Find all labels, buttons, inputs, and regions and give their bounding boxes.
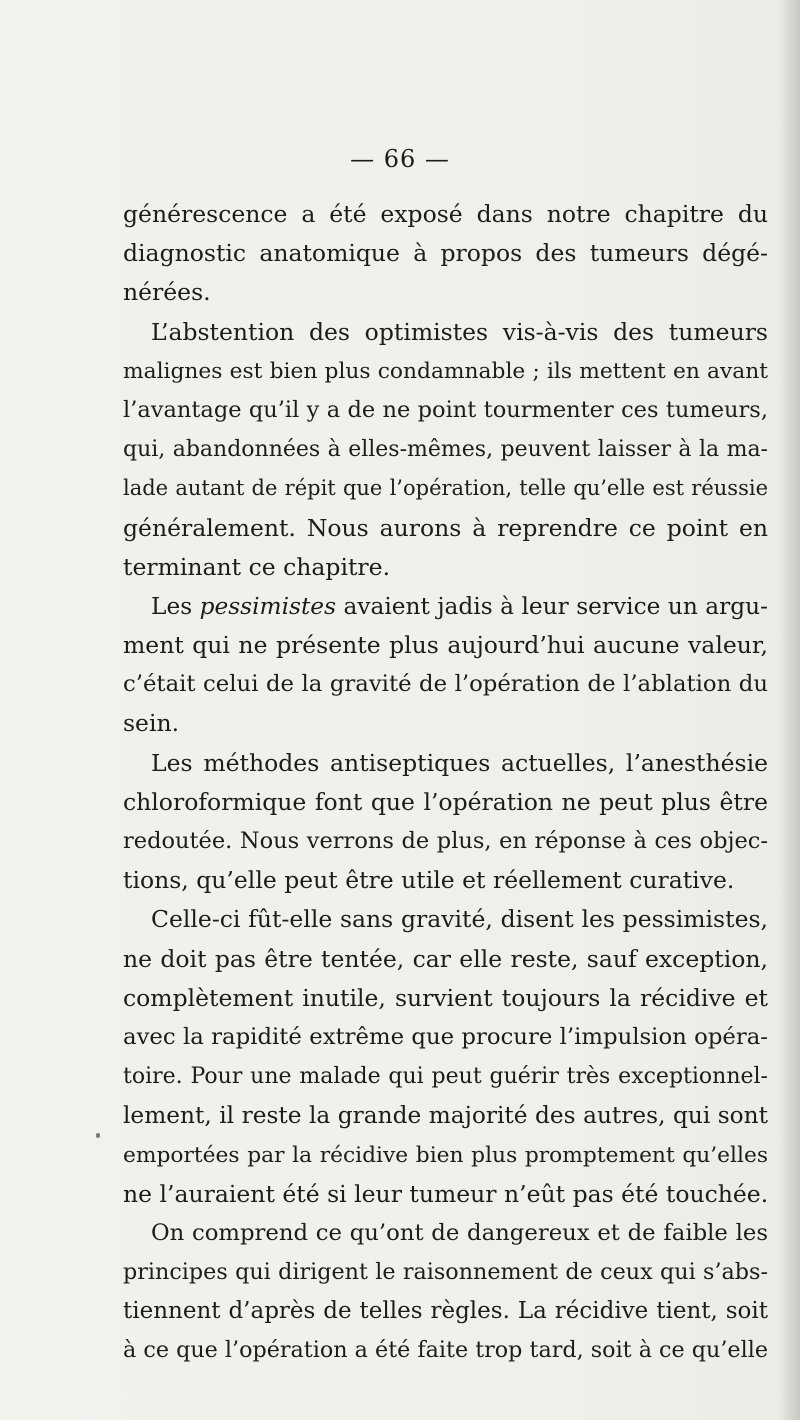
body-text	[123, 195, 768, 1371]
page-number: — 66 —	[350, 145, 450, 173]
text-line: c’était celui de la gravité de l’opération de l’ablation du	[123, 671, 768, 698]
text-line: emportées par la récidive bien plus promptement qu’elles	[123, 1142, 768, 1168]
italic-term: pessimistes	[199, 592, 336, 620]
text-line: lement, il reste la grande majorité des autres, qui sont	[123, 1102, 768, 1130]
text-line	[123, 587, 768, 626]
text-line: l’avantage qu’il y a de ne point tourmenter ces tumeurs,	[123, 396, 768, 423]
text-line: tiennent d’après de telles règles. La récidive tient, soit	[123, 1298, 768, 1325]
text-line: généralement. Nous aurons à reprendre ce point en	[123, 513, 768, 542]
text-line: sein.	[123, 709, 180, 738]
text-line: complètement inutile, survient toujours la récidive et	[123, 983, 768, 1012]
text-line: qui, abandonnées à elles-mêmes, peuvent laisser à la ma-	[123, 437, 768, 463]
text-line: nérées.	[123, 278, 211, 307]
text-line: générescence a été exposé dans notre chapitre du	[123, 200, 768, 228]
text-line: redoutée. Nous verrons de plus, en réponse à ces objec-	[123, 828, 768, 854]
text-line: L’abstention des optimistes vis-à-vis des tumeurs	[151, 317, 768, 346]
text-run: Les	[151, 592, 200, 620]
text-run: avaient jadis à leur service un argu-	[336, 592, 768, 620]
text-line: ne l’auraient été si leur tumeur n’eût pas été touchée.	[123, 1179, 769, 1208]
ink-speck	[96, 1133, 100, 1138]
text-line: principes qui dirigent le raisonnement de ceux qui s’abs-	[123, 1259, 768, 1286]
text-line: Les méthodes antiseptiques actuelles, l’anesthésie	[151, 748, 768, 777]
text-line: à ce que l’opération a été faite trop tard, soit à ce qu’elle	[123, 1337, 768, 1364]
text-line: On comprend ce qu’ont de dangereux et de faible les	[151, 1219, 768, 1246]
text-line: ne doit pas être tentée, car elle reste, sauf exception,	[123, 944, 768, 973]
text-line: avec la rapidité extrême que procure l’impulsion opéra-	[123, 1023, 768, 1050]
text-line: ment qui ne présente plus aujourd’hui aucune valeur,	[123, 631, 768, 660]
text-line: Celle-ci fût-elle sans gravité, disent les pessimistes,	[151, 905, 768, 934]
text-line: chloroformique font que l’opération ne peut plus être	[123, 787, 768, 816]
text-line: terminant ce chapitre.	[123, 552, 391, 581]
text-line: tions, qu’elle peut être utile et réellement curative.	[123, 866, 735, 895]
text-line: malignes est bien plus condamnable ; ils mettent en avant	[123, 358, 768, 384]
text-line: toire. Pour une malade qui peut guérir très exceptionnel-	[123, 1064, 768, 1090]
text-line: diagnostic anatomique à propos des tumeurs dégé-	[123, 239, 768, 268]
text-line: lade autant de répit que l’opération, telle qu’elle est réussie	[123, 476, 768, 501]
page-gutter-shadow	[778, 0, 800, 1420]
